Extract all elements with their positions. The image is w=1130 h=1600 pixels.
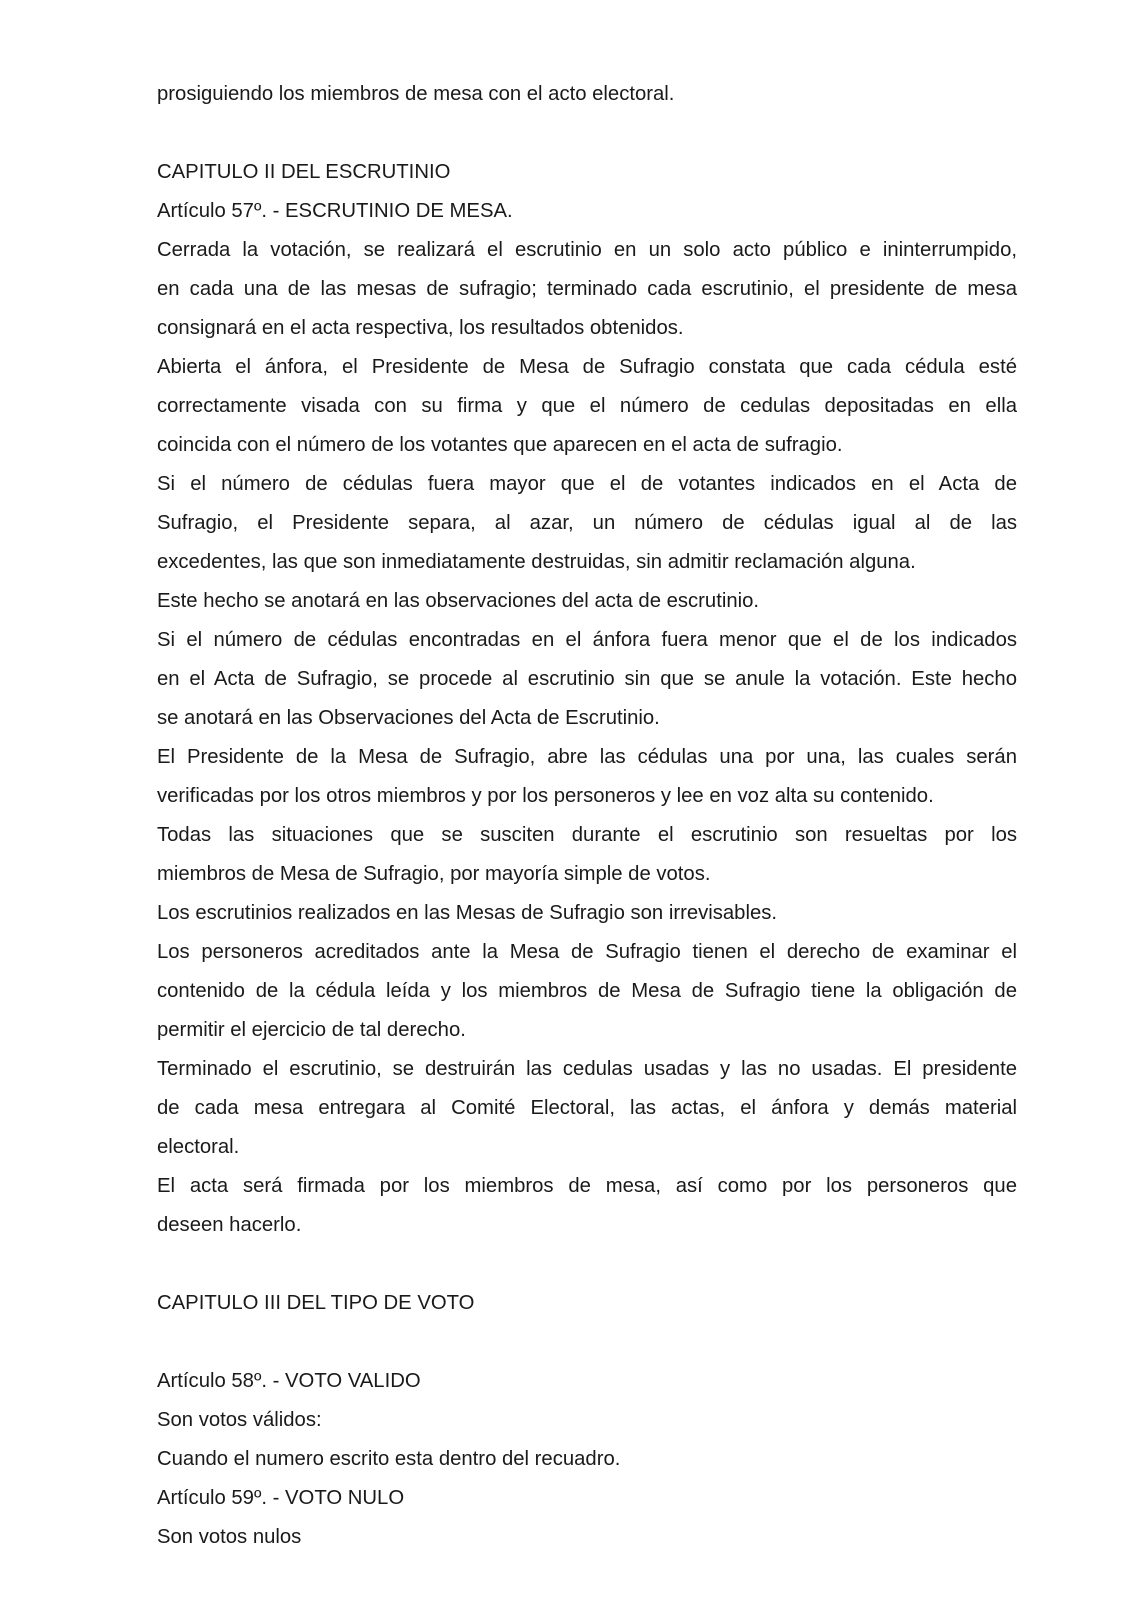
paragraph-line: El acta será firmada por los miembros de mesa, así como por los personeros que [157,1175,1017,1197]
chapter-heading: CAPITULO III DEL TIPO DE VOTO [157,1292,475,1314]
paragraph-line: en cada una de las mesas de sufragio; terminado cada escrutinio, el presidente de mesa [157,278,1017,300]
article-heading: Artículo 58º. - VOTO VALIDO [157,1370,421,1392]
paragraph-line: se anotará en las Observaciones del Acta de Escrutinio. [157,707,660,729]
blank-line [157,114,1017,153]
document-page [157,0,1017,1557]
paragraph-line: prosiguiendo los miembros de mesa con el acto electoral. [157,83,675,105]
paragraph-line: Este hecho se anotará en las observaciones del acta de escrutinio. [157,590,760,612]
paragraph-line: electoral. [157,1136,240,1158]
article-heading: Artículo 59º. - VOTO NULO [157,1487,405,1509]
paragraph-line: contenido de la cédula leída y los miembros de Mesa de Sufragio tiene la obligación de [157,980,1017,1002]
paragraph-line: Cuando el numero escrito esta dentro del recuadro. [157,1448,621,1470]
paragraph-line: Si el número de cédulas fuera mayor que el de votantes indicados en el Acta de [157,473,1017,495]
paragraph-line: verificadas por los otros miembros y por los personeros y lee en voz alta su contenido. [157,785,934,807]
paragraph-line: Cerrada la votación, se realizará el escrutinio en un solo acto público e ininterrumpido, [157,239,1017,261]
paragraph-line: Son votos válidos: [157,1409,322,1431]
paragraph-line: Si el número de cédulas encontradas en el ánfora fuera menor que el de los indicados [157,629,1017,651]
paragraph-line: Son votos nulos [157,1526,302,1548]
paragraph-line: El Presidente de la Mesa de Sufragio, abre las cédulas una por una, las cuales serán [157,746,1017,768]
paragraph-line: permitir el ejercicio de tal derecho. [157,1019,466,1041]
chapter-heading: CAPITULO II DEL ESCRUTINIO [157,161,451,183]
paragraph-line: coincida con el número de los votantes que aparecen en el acta de sufragio. [157,434,843,456]
blank-line [157,1323,1017,1362]
article-heading: Artículo 57º. - ESCRUTINIO DE MESA. [157,200,513,222]
paragraph-line: excedentes, las que son inmediatamente destruidas, sin admitir reclamación alguna. [157,551,916,573]
paragraph-line: Sufragio, el Presidente separa, al azar, un número de cédulas igual al de las [157,512,1017,534]
paragraph-line: Terminado el escrutinio, se destruirán las cedulas usadas y las no usadas. El presidente [157,1058,1017,1080]
paragraph-line: en el Acta de Sufragio, se procede al escrutinio sin que se anule la votación. Este hecho [157,668,1017,690]
paragraph-line: de cada mesa entregara al Comité Electoral, las actas, el ánfora y demás material [157,1097,1017,1119]
paragraph-line: deseen hacerlo. [157,1214,302,1236]
paragraph-line: Abierta el ánfora, el Presidente de Mesa de Sufragio constata que cada cédula esté [157,356,1017,378]
paragraph-line: Todas las situaciones que se susciten durante el escrutinio son resueltas por los [157,824,1017,846]
paragraph-line: correctamente visada con su firma y que el número de cedulas depositadas en ella [157,395,1017,417]
paragraph-line: consignará en el acta respectiva, los resultados obtenidos. [157,317,684,339]
blank-line [157,1245,1017,1284]
paragraph-line: miembros de Mesa de Sufragio, por mayoría simple de votos. [157,863,711,885]
paragraph-line: Los personeros acreditados ante la Mesa de Sufragio tienen el derecho de examinar el [157,941,1017,963]
paragraph-line: Los escrutinios realizados en las Mesas de Sufragio son irrevisables. [157,902,778,924]
